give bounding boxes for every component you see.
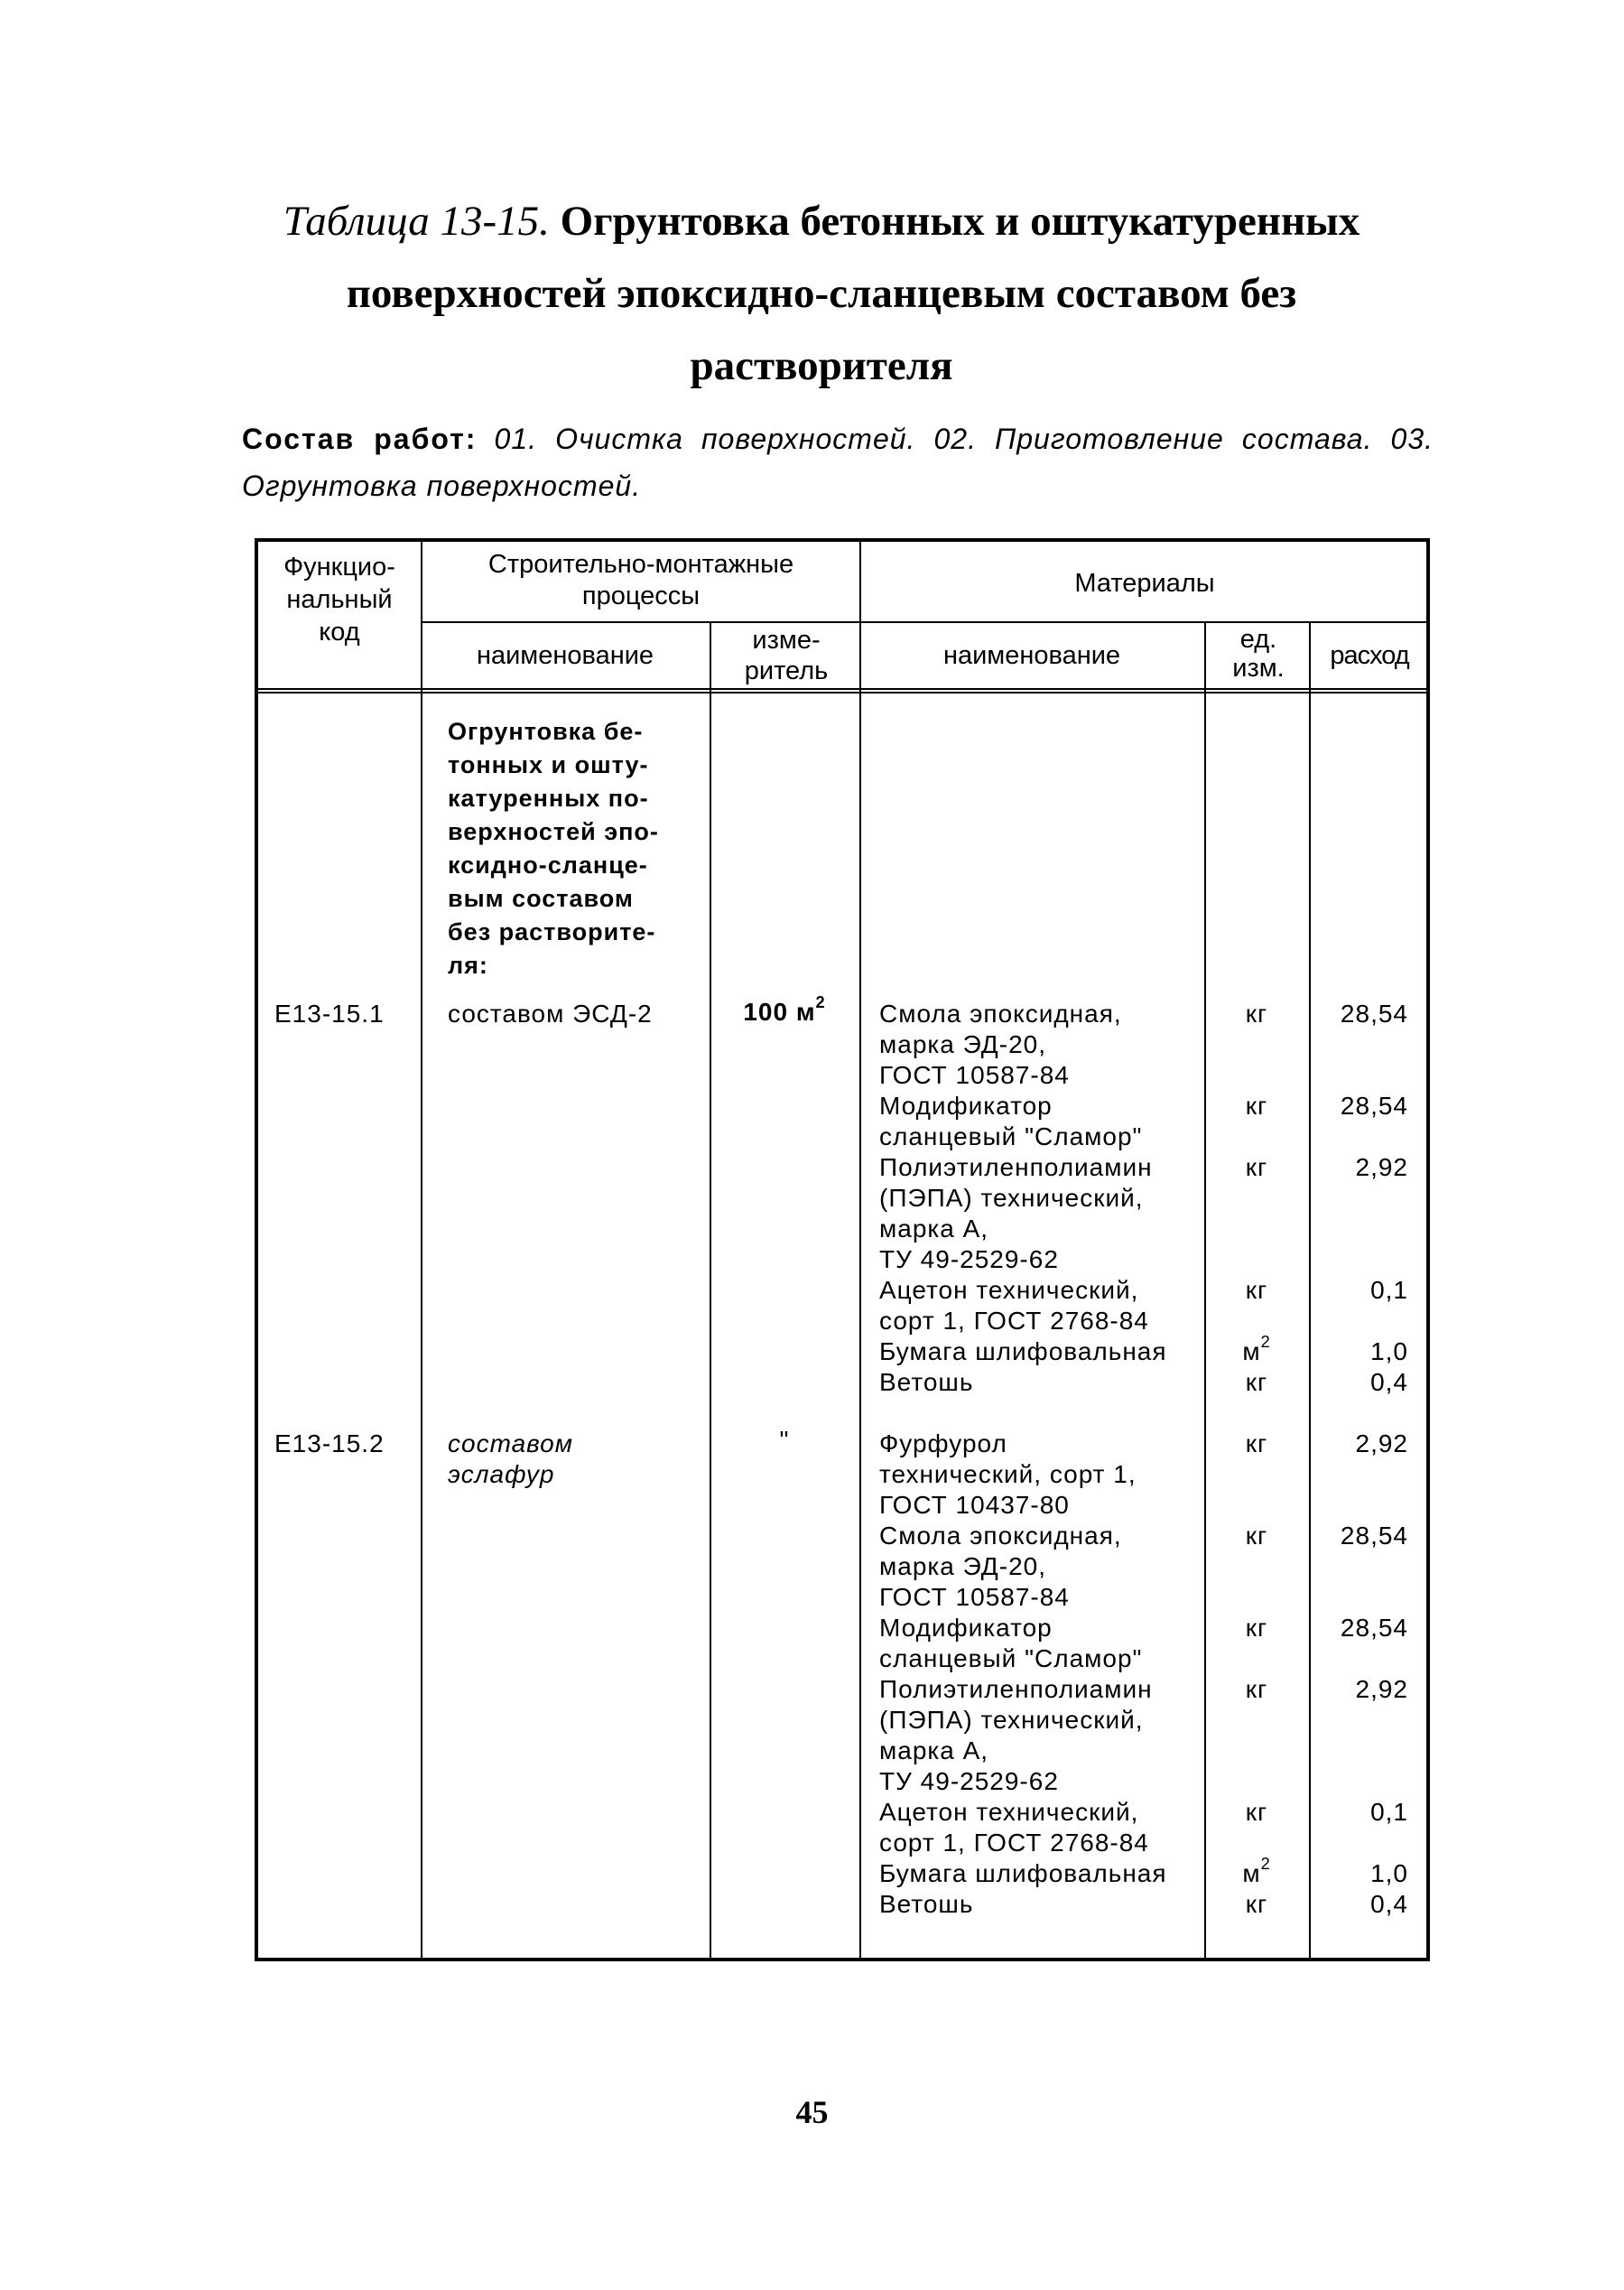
material-name: Ветошь xyxy=(879,1890,974,1918)
material-amount: 1,0 xyxy=(1370,1337,1408,1365)
table-title xyxy=(208,185,1435,402)
material-amount: 0,1 xyxy=(1370,1276,1408,1304)
row-process: составом ЭСД-2 xyxy=(448,1000,653,1028)
material-unit: кг xyxy=(1245,1368,1268,1396)
work-scope-label: Состав работ: xyxy=(242,423,478,455)
material-amount: 0,4 xyxy=(1370,1890,1408,1918)
header-consumption: расход xyxy=(1330,641,1409,670)
material-name: Ацетон технический, сорт 1, ГОСТ 2768-84 xyxy=(879,1276,1149,1335)
material-amount: 28,54 xyxy=(1340,1092,1408,1120)
material-name: Модификатор сланцевый "Сламор" xyxy=(879,1092,1143,1150)
row-process: составом эслафур xyxy=(448,1429,573,1488)
material-name: Ветошь xyxy=(879,1368,974,1396)
material-amount: 2,92 xyxy=(1355,1429,1408,1457)
material-name: Фурфурол технический, сорт 1, ГОСТ 10437-80 xyxy=(879,1429,1137,1519)
material-amount: 28,54 xyxy=(1340,1614,1408,1642)
row-measure: " xyxy=(779,1426,790,1454)
material-unit: кг xyxy=(1245,1092,1268,1120)
material-unit: кг xyxy=(1245,1000,1268,1028)
row-code: Е13-15.2 xyxy=(274,1429,385,1457)
material-name: Полиэтиленполиамин (ПЭПА) технический, марка А, ТУ 49-2529-62 xyxy=(879,1153,1153,1273)
material-amount: 2,92 xyxy=(1355,1675,1408,1703)
material-unit: $м^2$ xyxy=(1242,1333,1271,1365)
header-process-name: наименование xyxy=(476,641,654,670)
title-line-3: растворителя xyxy=(690,342,953,389)
material-name: Бумага шлифовальная xyxy=(879,1859,1167,1887)
work-scope xyxy=(242,415,1434,509)
material-unit: кг xyxy=(1245,1429,1268,1457)
header-material-unit: ед. изм. xyxy=(1232,625,1285,683)
norms-table xyxy=(255,538,1430,1961)
header-processes: Строительно-монтажные процессы xyxy=(487,550,794,610)
material-unit: кг xyxy=(1245,1890,1268,1918)
material-amount: 0,1 xyxy=(1370,1798,1408,1826)
material-amount: 1,0 xyxy=(1370,1859,1408,1887)
title-line-2: поверхностей эпоксидно-сланцевым составом без xyxy=(346,270,1297,317)
work-scope-text: 01. Очистка поверхностей. 02. Приготовление состава. 03. Огрунтовка поверхностей. xyxy=(242,423,1434,502)
row-measure: 100 $м^2$ xyxy=(743,993,826,1026)
material-name: Смола эпоксидная, марка ЭД-20, ГОСТ 10587-84 xyxy=(879,1000,1122,1089)
material-unit: кг xyxy=(1245,1675,1268,1703)
material-unit: кг xyxy=(1245,1522,1268,1550)
material-name: Смола эпоксидная, марка ЭД-20, ГОСТ 10587-84 xyxy=(879,1522,1122,1611)
material-unit: кг xyxy=(1245,1276,1268,1304)
title-line-1: Огрунтовка бетонных и оштукатуренных xyxy=(560,198,1360,245)
header-materials: Материалы xyxy=(1074,569,1215,598)
page-number: 45 xyxy=(795,2094,829,2130)
header-material-name: наименование xyxy=(942,641,1121,670)
material-amount: 2,92 xyxy=(1355,1153,1408,1181)
header-code: Функцио- нальный код xyxy=(283,553,395,647)
material-unit: кг xyxy=(1245,1798,1268,1826)
material-name: Полиэтиленполиамин (ПЭПА) технический, марка А, ТУ 49-2529-62 xyxy=(879,1675,1153,1795)
material-name: Ацетон технический, сорт 1, ГОСТ 2768-84 xyxy=(879,1798,1149,1857)
row-code: Е13-15.1 xyxy=(274,1000,385,1028)
material-amount: 0,4 xyxy=(1370,1368,1408,1396)
material-unit: кг xyxy=(1245,1614,1268,1642)
section-title: Огрунтовка бе- тонных и ошту- катуренных по- верхностей эпо- ксидно-сланце- вым составом без растворите- ля: xyxy=(448,718,659,979)
material-amount: 28,54 xyxy=(1340,1522,1408,1550)
material-name: Модификатор сланцевый "Сламор" xyxy=(879,1614,1143,1672)
material-unit: кг xyxy=(1245,1153,1268,1181)
table-number: Таблица 13-15. xyxy=(283,198,550,245)
material-amount: 28,54 xyxy=(1340,1000,1408,1028)
header-process-unit: изме-ритель xyxy=(744,626,829,685)
material-name: Бумага шлифовальная xyxy=(879,1337,1167,1365)
material-unit: $м^2$ xyxy=(1242,1855,1271,1887)
